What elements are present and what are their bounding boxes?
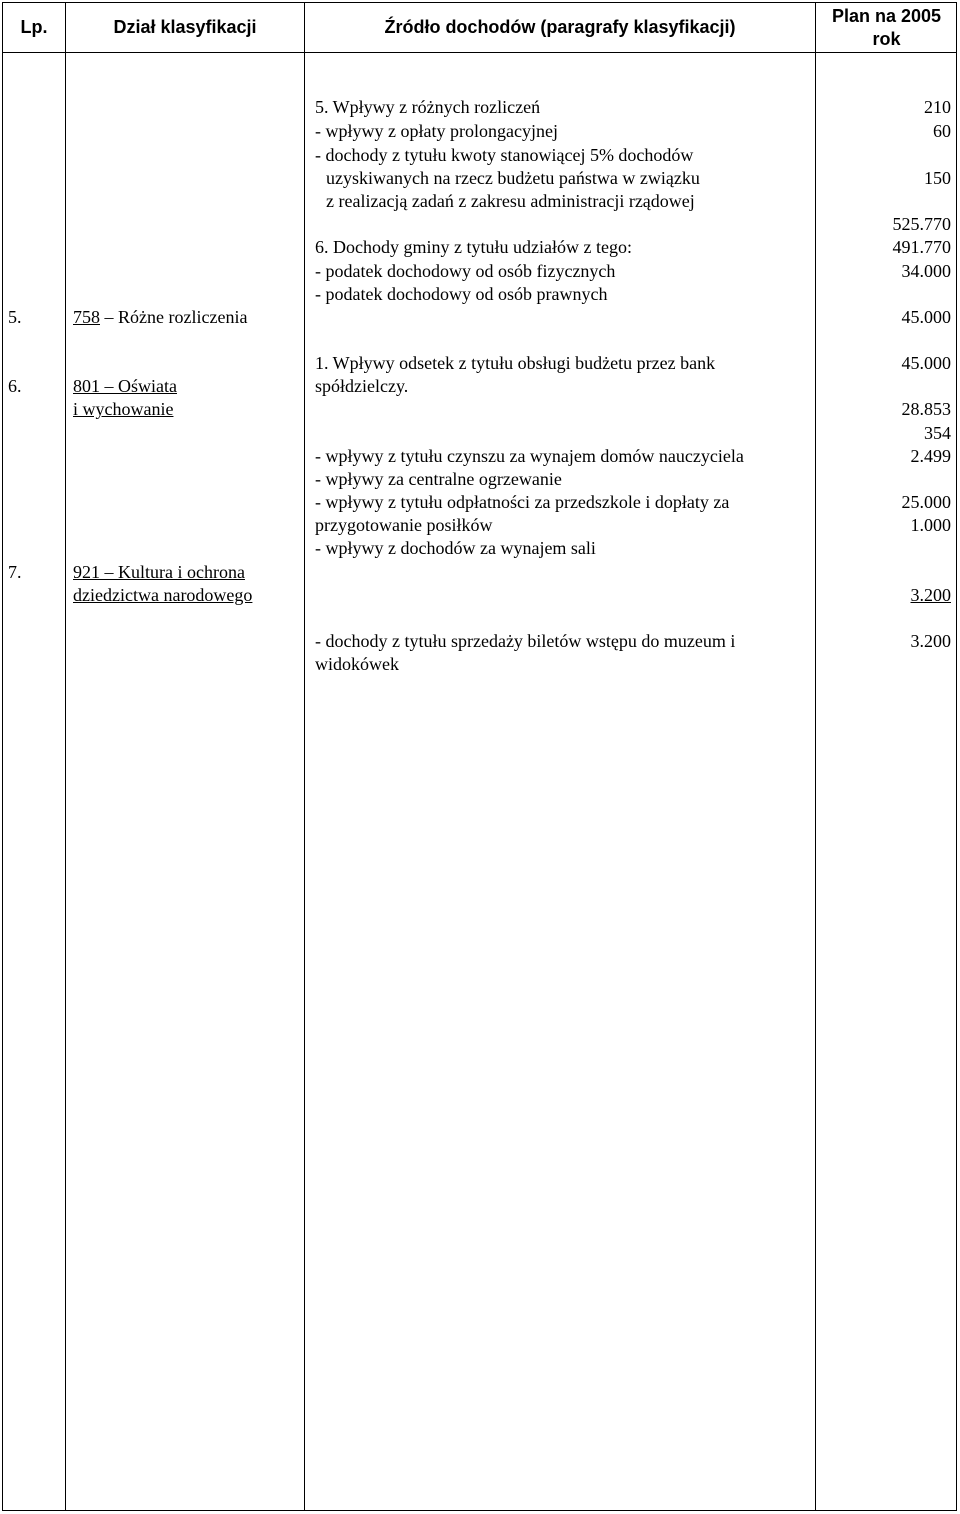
row7-amount-1: 3.200	[910, 585, 951, 605]
row6-dzial: 801 – Oświata	[73, 376, 177, 396]
row6-dzial-name-1: Oświata	[118, 376, 177, 396]
row7-line-1: - dochody z tytułu sprzedaży biletów wstępu do muzeum i	[315, 631, 736, 651]
row5-dzial-code: 758	[73, 307, 100, 327]
row5-amount-1: 210	[924, 97, 951, 117]
row5-line-5: z realizacją zadań z zakresu administracji rządowej	[326, 191, 695, 211]
row7-dzial: 921 – Kultura i ochrona	[73, 562, 245, 582]
row6-amount-3: 354	[924, 423, 951, 443]
row5-line-7: - podatek dochodowy od osób fizycznych	[315, 261, 616, 281]
row5-dzial: 758 – Różne rozliczenia	[73, 307, 248, 327]
row6-line-3: - wpływy z tytułu czynszu za wynajem domów nauczyciela	[315, 446, 744, 466]
row5-amount-4: 525.770	[892, 214, 951, 234]
column-divider-zrodlo	[815, 2, 816, 1511]
row7-lp: 7.	[8, 562, 22, 582]
row5-line-6: 6. Dochody gminy z tytułu udziałów z tego:	[315, 237, 632, 257]
row5-dzial-name: Różne rozliczenia	[118, 307, 248, 327]
row6-amount-2: 28.853	[901, 399, 951, 419]
row7-dzial-name-2: dziedzictwa narodowego	[73, 585, 253, 605]
row7-dzial-name-1: Kultura i ochrona	[118, 562, 245, 582]
header-plan-line2: rok	[872, 29, 901, 49]
table-frame	[2, 2, 957, 1511]
row5-amount-7: 45.000	[901, 307, 951, 327]
row5-amount-5: 491.770	[892, 237, 951, 257]
header-lp: Lp.	[20, 17, 48, 37]
header-dzial: Dział klasyfikacji	[113, 17, 257, 37]
row5-amount-2: 60	[933, 121, 951, 141]
row6-dzial-code: 801	[73, 376, 100, 396]
row5-line-4: uzyskiwanych na rzecz budżetu państwa w związku	[326, 168, 700, 188]
row6-line-7: - wpływy z dochodów za wynajem sali	[315, 538, 596, 558]
row7-line-2: widokówek	[315, 654, 399, 674]
column-divider-lp	[65, 2, 66, 1511]
row6-line-2: spółdzielczy.	[315, 376, 409, 396]
row6-line-4: - wpływy za centralne ogrzewanie	[315, 469, 562, 489]
row5-line-1: 5. Wpływy z różnych rozliczeń	[315, 97, 541, 117]
row5-line-2: - wpływy z opłaty prolongacyjnej	[315, 121, 558, 141]
header-plan	[817, 5, 956, 51]
row6-line-6: przygotowanie posiłków	[315, 515, 493, 535]
row6-line-1: 1. Wpływy odsetek z tytułu obsługi budżetu przez bank	[315, 353, 716, 373]
row6-line-5: - wpływy z tytułu odpłatności za przedszkole i dopłaty za	[315, 492, 730, 512]
row6-amount-6: 1.000	[910, 515, 951, 535]
header-divider	[2, 52, 957, 53]
row6-amount-5: 25.000	[901, 492, 951, 512]
row5-amount-6: 34.000	[901, 261, 951, 281]
row6-dzial-name-2: i wychowanie	[73, 399, 174, 419]
row6-lp: 6.	[8, 376, 22, 396]
row5-line-3: - dochody z tytułu kwoty stanowiącej 5% dochodów	[315, 145, 694, 165]
header-plan-line1: Plan na 2005	[831, 6, 942, 26]
row6-amount-4: 2.499	[910, 446, 951, 466]
row5-amount-3: 150	[924, 168, 951, 188]
row5-lp: 5.	[8, 307, 22, 327]
row7-amount-2: 3.200	[910, 631, 951, 651]
row7-dzial-code: 921	[73, 562, 100, 582]
header-zrodlo: Źródło dochodów (paragrafy klasyfikacji)	[384, 17, 736, 37]
row6-amount-1: 45.000	[901, 353, 951, 373]
row5-line-8: - podatek dochodowy od osób prawnych	[315, 284, 608, 304]
column-divider-dzial	[304, 2, 305, 1511]
